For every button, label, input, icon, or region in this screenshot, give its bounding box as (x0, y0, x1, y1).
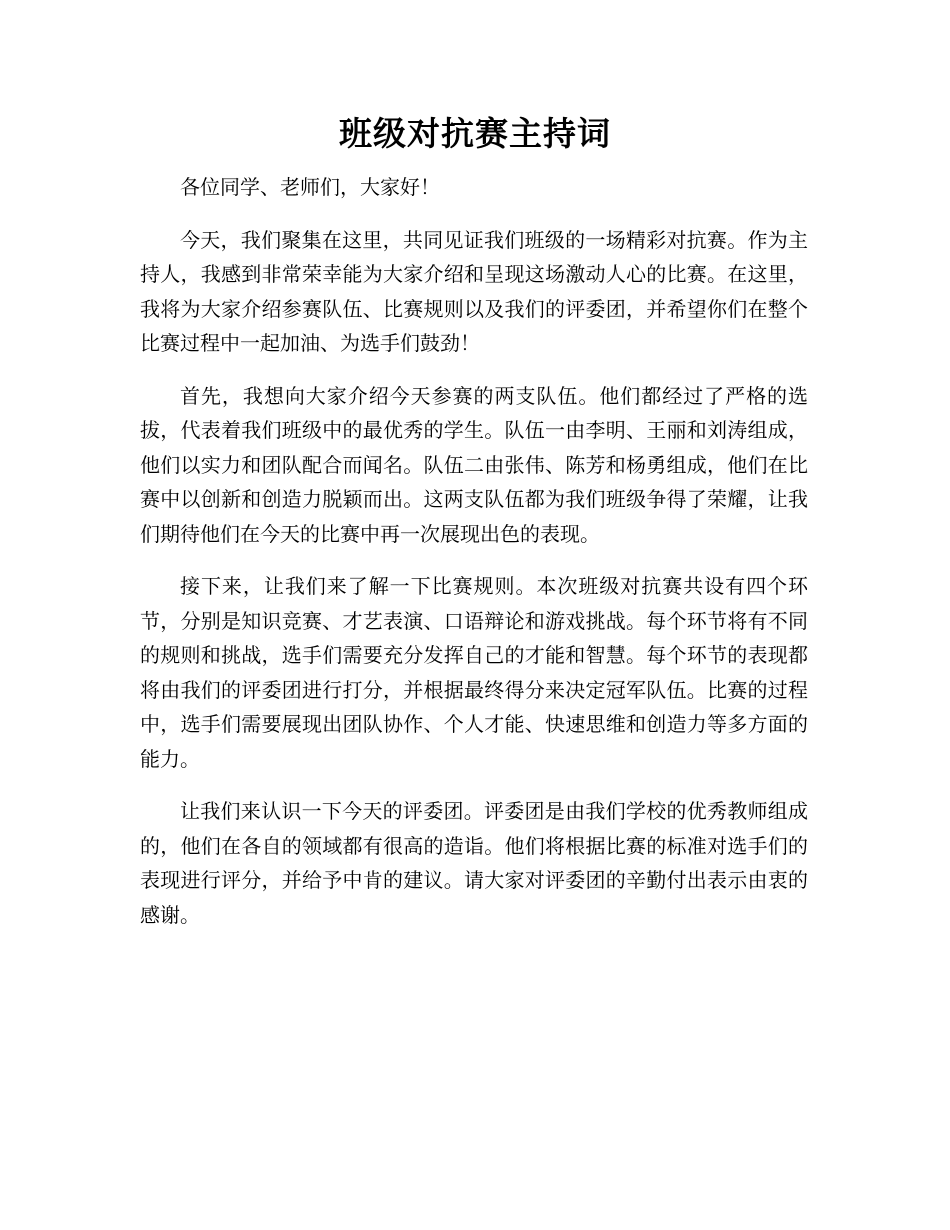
document-title: 班级对抗赛主持词 (339, 114, 611, 153)
document-body (140, 170, 808, 950)
paragraph-greeting: 各位同学、老师们，大家好！ (180, 175, 440, 199)
paragraph-rules: 接下来，让我们来了解一下比赛规则。本次班级对抗赛共设有四个环节，分别是知识竞赛、才艺表演、口语辩论和游戏挑战。每个环节将有不同的规则和挑战，选手们需要充分发挥自己的才能和智慧。每个环节的表现都将由我们的评委团进行打分，并根据最终得分来决定冠军队伍。比赛的过程中，选手们需要展现出团队协作、个人才能、快速思维和创造力等多方面的能力。 (140, 574, 808, 771)
paragraph-teams: 首先，我想向大家介绍今天参赛的两支队伍。他们都经过了严格的选拔，代表着我们班级中的最优秀的学生。队伍一由李明、王丽和刘涛组成，他们以实力和团队配合而闻名。队伍二由张伟、陈芳和杨勇组成，他们在比赛中以创新和创造力脱颖而出。这两支队伍都为我们班级争得了荣耀，让我们期待他们在今天的比赛中再一次展现出色的表现。 (140, 383, 808, 546)
paragraph-judges: 让我们来认识一下今天的评委团。评委团是由我们学校的优秀教师组成的，他们在各自的领域都有很高的造诣。他们将根据比赛的标准对选手们的表现进行评分，并给予中肯的建议。请大家对评委团的辛勤付出表示由衷的感谢。 (140, 799, 808, 927)
paragraph-introduction: 今天，我们聚集在这里，共同见证我们班级的一场精彩对抗赛。作为主持人，我感到非常荣幸能为大家介绍和呈现这场激动人心的比赛。在这里，我将为大家介绍参赛队伍、比赛规则以及我们的评委团，并希望你们在整个比赛过程中一起加油、为选手们鼓劲！ (140, 227, 808, 355)
